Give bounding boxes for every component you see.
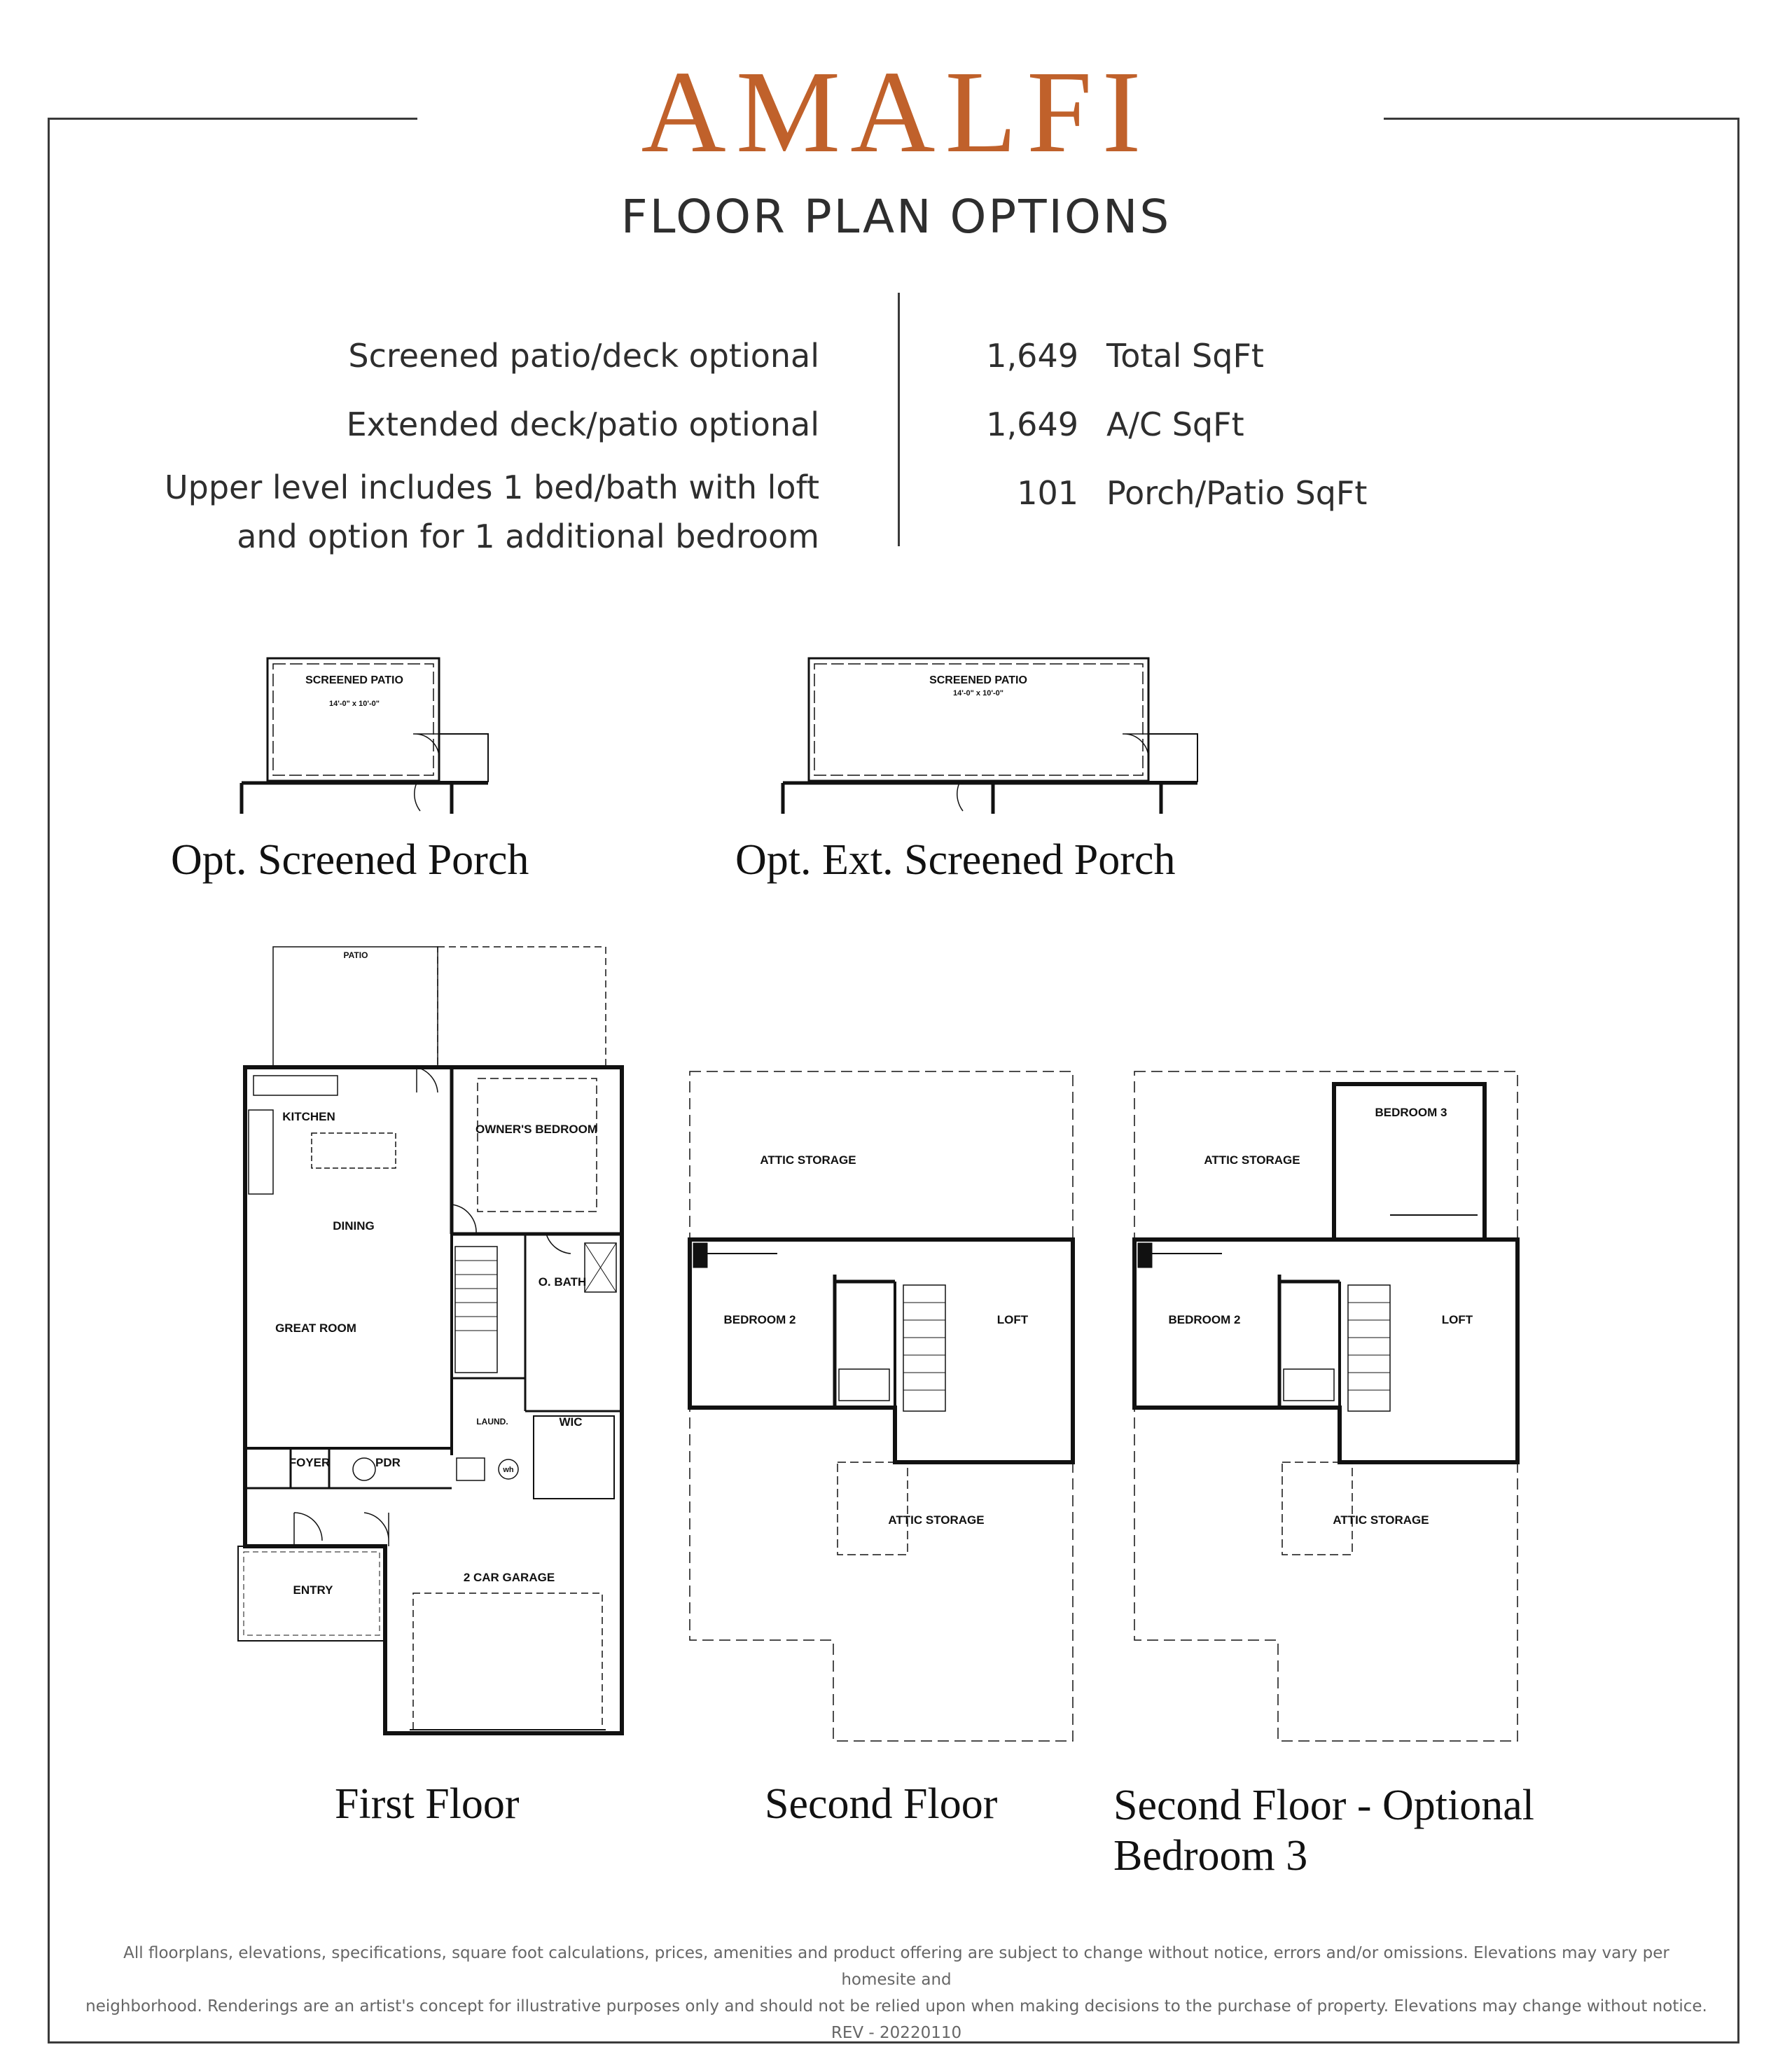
room-entry: ENTRY bbox=[293, 1583, 333, 1597]
room-great-room: GREAT ROOM bbox=[275, 1321, 356, 1335]
opt-porch-dims: 14'-0" x 10'-0" bbox=[329, 700, 380, 708]
brand-title: AMALFI bbox=[641, 47, 1151, 177]
sfo-room-bedroom2: BEDROOM 2 bbox=[1168, 1313, 1241, 1326]
caption-first-floor: First Floor bbox=[335, 1780, 520, 1828]
disclaimer-line-2: neighborhood. Renderings are an artist's concept for illustrative purposes only and should not be relied upon when making decisions to the purchase of property. Elevations may change without notice. REV - 20220110 bbox=[85, 1997, 1707, 2042]
sfo-room-attic-top: ATTIC STORAGE bbox=[1204, 1153, 1300, 1167]
sfo-room-attic-bottom: ATTIC STORAGE bbox=[1333, 1513, 1429, 1527]
sf-room-attic-bottom: ATTIC STORAGE bbox=[888, 1513, 985, 1527]
caption-opt-ext-screened-porch: Opt. Ext. Screened Porch bbox=[735, 836, 1176, 884]
feature-3: Upper level includes 1 bed/bath with loft bbox=[164, 469, 819, 506]
stat-total-label: Total SqFt bbox=[1106, 337, 1264, 375]
room-wic: WIC bbox=[559, 1415, 583, 1429]
room-o-bath: O. BATH bbox=[538, 1275, 587, 1289]
stat-porch-value: 101 bbox=[1017, 474, 1078, 512]
stat-ac-label: A/C SqFt bbox=[1106, 405, 1244, 443]
room-owners-bedroom: OWNER'S BEDROOM bbox=[475, 1123, 598, 1136]
stat-total-value: 1,649 bbox=[986, 337, 1078, 375]
stat-ac-value: 1,649 bbox=[986, 405, 1078, 443]
opt-ext-porch-dims: 14'-0" x 10'-0" bbox=[953, 689, 1003, 698]
room-laund: LAUND. bbox=[476, 1417, 508, 1427]
first-floor-plan bbox=[238, 947, 622, 1733]
second-floor-optional-plan bbox=[1134, 1071, 1517, 1741]
disclaimer-line-1: All floorplans, elevations, specifications, square foot calculations, prices, amenities and product offering are subject to change without notice, errors and/or omissions. Elevations may vary per homesite and bbox=[123, 1944, 1669, 1989]
feature-1: Screened patio/deck optional bbox=[348, 337, 819, 375]
sf-room-bedroom2: BEDROOM 2 bbox=[723, 1313, 796, 1326]
sf-room-loft: LOFT bbox=[996, 1313, 1029, 1326]
opt-ext-porch-room-label: SCREENED PATIO bbox=[929, 674, 1027, 686]
sfo-room-loft: LOFT bbox=[1441, 1313, 1473, 1326]
stat-porch-label: Porch/Patio SqFt bbox=[1106, 474, 1368, 512]
opt-porch-room-label: SCREENED PATIO bbox=[305, 674, 403, 686]
room-kitchen: KITCHEN bbox=[282, 1110, 335, 1123]
disclaimer bbox=[84, 1940, 1709, 2046]
room-foyer: FOYER bbox=[289, 1456, 331, 1469]
room-pdr: PDR bbox=[375, 1456, 401, 1469]
room-patio: PATIO bbox=[343, 950, 368, 960]
caption-opt-screened-porch: Opt. Screened Porch bbox=[171, 836, 529, 884]
room-wh: wh bbox=[503, 1466, 514, 1474]
second-floor-plan bbox=[690, 1071, 1073, 1741]
room-dining: DINING bbox=[333, 1219, 375, 1233]
sfo-room-bedroom3: BEDROOM 3 bbox=[1375, 1106, 1447, 1119]
caption-second-floor-optional-1: Second Floor - Optional bbox=[1113, 1782, 1534, 1829]
feature-4: and option for 1 additional bedroom bbox=[237, 518, 819, 555]
caption-second-floor: Second Floor bbox=[765, 1780, 998, 1828]
sf-room-attic-top: ATTIC STORAGE bbox=[760, 1153, 856, 1167]
room-garage: 2 CAR GARAGE bbox=[463, 1571, 555, 1584]
caption-second-floor-optional-2: Bedroom 3 bbox=[1113, 1832, 1308, 1880]
feature-2: Extended deck/patio optional bbox=[346, 405, 819, 443]
page-subtitle: FLOOR PLAN OPTIONS bbox=[620, 190, 1172, 244]
